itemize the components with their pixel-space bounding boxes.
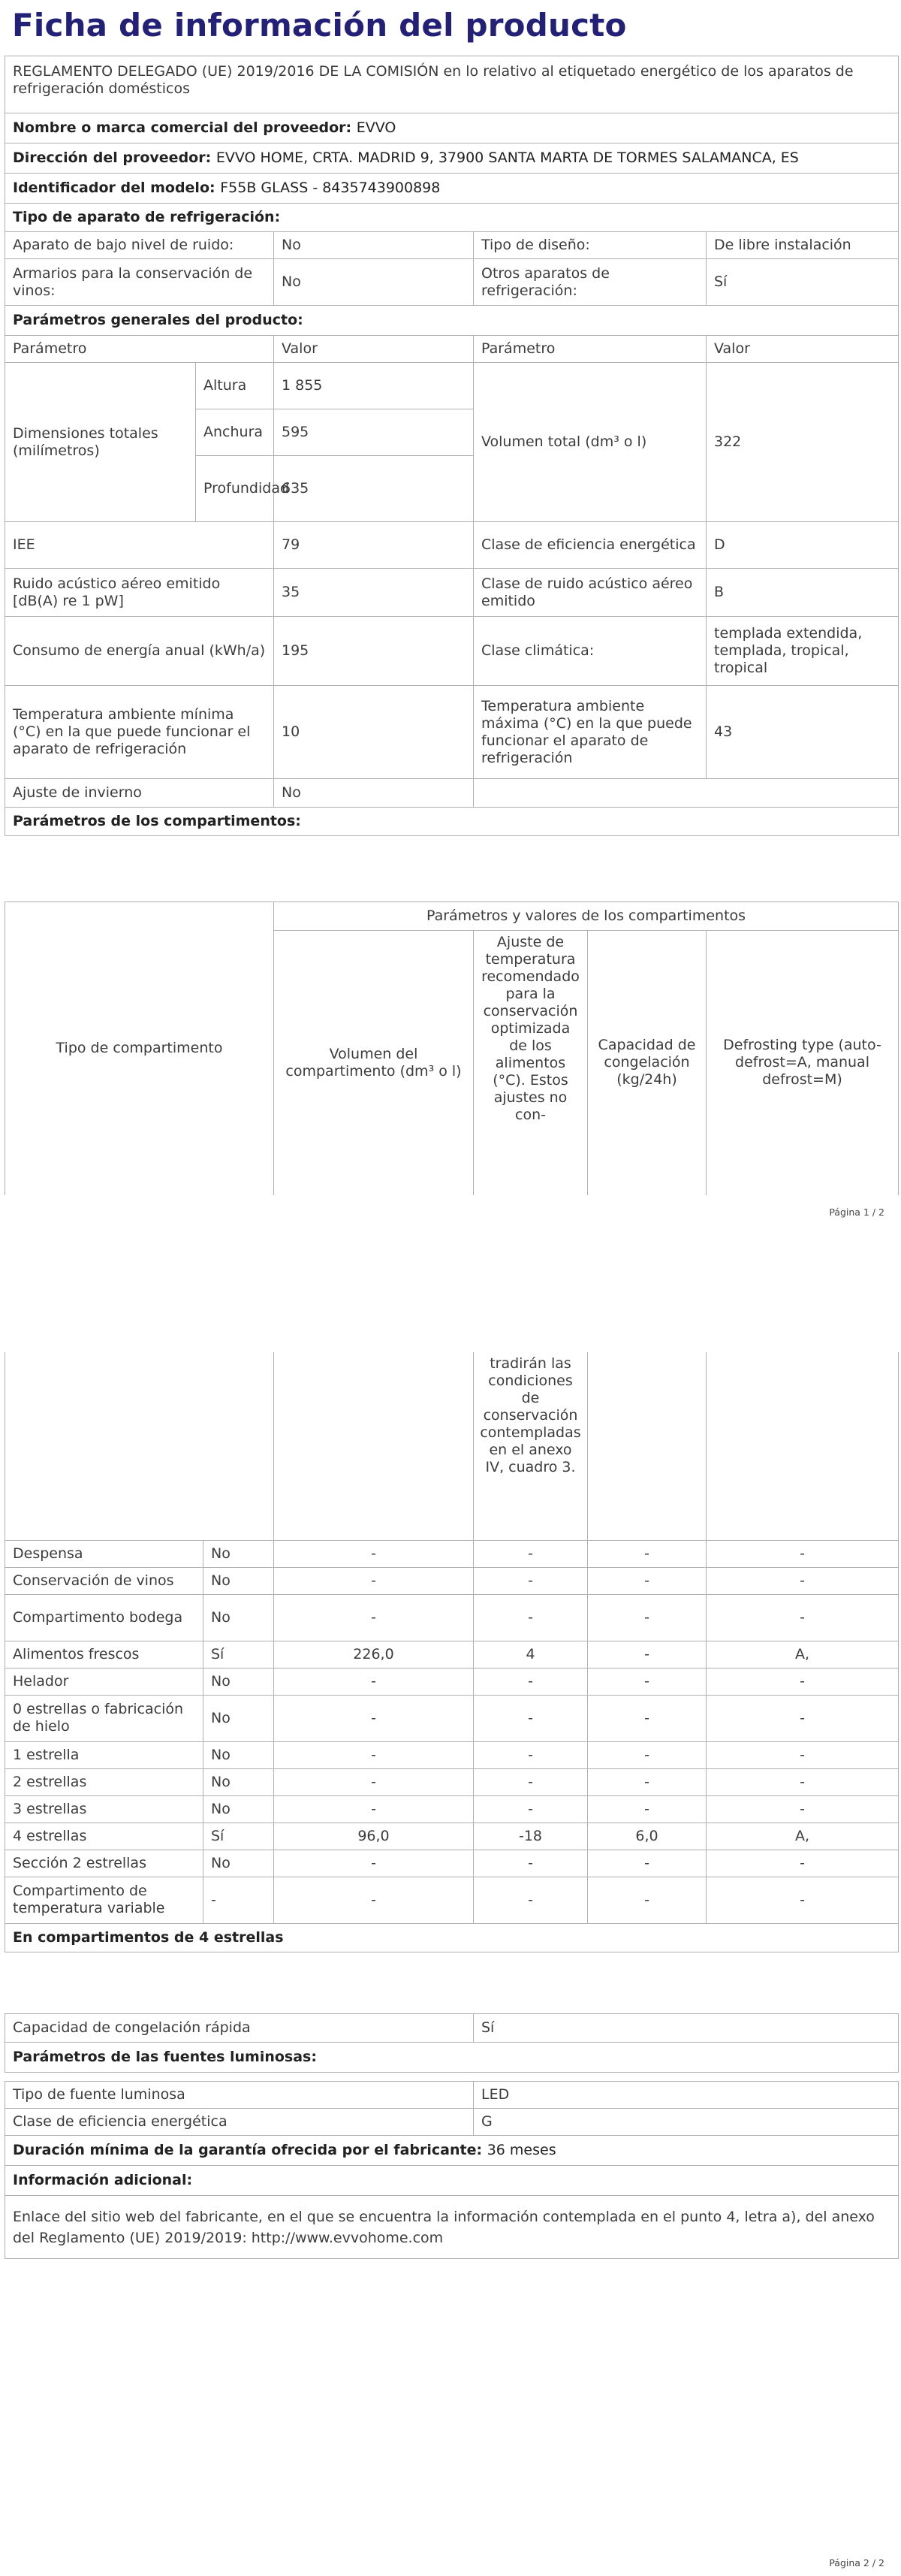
compartment-present: No <box>203 1540 274 1567</box>
compartment-defrost: - <box>707 1540 899 1567</box>
supplier-address-row <box>5 143 899 174</box>
dims-label: Dimensiones totales (milímetros) <box>5 363 196 522</box>
other-label: Otros aparatos de refrigeración: <box>474 259 707 306</box>
model-id-row <box>5 174 899 204</box>
energy-label: Consumo de energía anual (kWh/a) <box>5 617 274 686</box>
compartment-defrost: A, <box>707 1823 899 1850</box>
table-row <box>5 1695 899 1741</box>
col-volume: Volumen del compartimento (dm³ o l) <box>274 931 474 1195</box>
compartment-defrost: - <box>707 1567 899 1594</box>
header-table <box>5 56 899 232</box>
table-row <box>5 1877 899 1923</box>
eff-class-value: D <box>707 522 899 569</box>
model-id-value: F55B GLASS - 8435743900898 <box>220 180 441 196</box>
table-row <box>5 1823 899 1850</box>
table-row <box>5 1594 899 1641</box>
compartment-temp: -18 <box>474 1823 588 1850</box>
light-type-value: LED <box>474 2082 899 2109</box>
col-value-2: Valor <box>707 336 899 363</box>
page-2 <box>0 1262 901 2576</box>
page-number-2: Página 2 / 2 <box>829 2557 884 2568</box>
winter-label: Ajuste de invierno <box>5 779 274 808</box>
light-heading: Parámetros de las fuentes luminosas: <box>5 2043 899 2073</box>
light-type-label: Tipo de fuente luminosa <box>5 2082 474 2109</box>
page-1 <box>0 0 901 1262</box>
supplier-address-value: EVVO HOME, CRTA. MADRID 9, 37900 SANTA MARTA DE TORMES SALAMANCA, ES <box>215 149 799 166</box>
energy-value: 195 <box>274 617 474 686</box>
compartment-volume: - <box>274 1567 474 1594</box>
compartment-volume: 96,0 <box>274 1823 474 1850</box>
col-value: Valor <box>274 336 474 363</box>
compartment-volume: - <box>274 1540 474 1567</box>
compartment-name: Despensa <box>5 1540 203 1567</box>
compartment-volume: - <box>274 1741 474 1768</box>
compartment-defrost: - <box>707 1877 899 1923</box>
general-heading: Parámetros generales del producto: <box>5 306 899 336</box>
compartment-volume: 226,0 <box>274 1641 474 1668</box>
compartment-name: 3 estrellas <box>5 1795 203 1823</box>
eei-label: IEE <box>5 522 274 569</box>
compartment-name: Conservación de vinos <box>5 1567 203 1594</box>
compartment-freeze: - <box>588 1540 707 1567</box>
compartment-volume: - <box>274 1795 474 1823</box>
compartment-freeze: - <box>588 1594 707 1641</box>
compartments-header-table <box>5 901 899 1195</box>
appliance-type-table <box>5 231 899 336</box>
additional-heading: Información adicional: <box>5 2166 899 2196</box>
warranty-label: Duración mínima de la garantía ofrecida por el fabricante: <box>13 2142 483 2158</box>
compartment-present: - <box>203 1877 274 1923</box>
compartment-freeze: - <box>588 1768 707 1795</box>
additional-text: Enlace del sitio web del fabricante, en el que se encuentra la información contemplada en el punto 4, letra a), del anexo del Reglamento (UE) 2019/2019: http://www.evvohome.com <box>5 2196 899 2259</box>
compartment-freeze: 6,0 <box>588 1823 707 1850</box>
general-params-table <box>5 335 899 836</box>
table-row <box>5 1795 899 1823</box>
supplier-name-label: Nombre o marca comercial del proveedor: <box>13 119 352 136</box>
compartment-volume: - <box>274 1594 474 1641</box>
col-compartment-type: Tipo de compartimento <box>5 902 274 1195</box>
compartment-name: Helador <box>5 1668 203 1695</box>
fast-freeze-table <box>5 2013 899 2073</box>
col-param-2: Parámetro <box>474 336 707 363</box>
fast-freeze-value: Sí <box>474 2014 899 2043</box>
compartment-freeze: - <box>588 1850 707 1877</box>
compartment-defrost: - <box>707 1795 899 1823</box>
warranty-row <box>5 2136 899 2166</box>
table-row <box>5 1768 899 1795</box>
compartment-volume: - <box>274 1768 474 1795</box>
low-noise-value: No <box>274 232 474 259</box>
depth-value: 635 <box>274 456 474 522</box>
max-temp-label: Temperatura ambiente máxima (°C) en la que puede funcionar el aparato de refrigeración <box>474 686 707 779</box>
compartment-name: Alimentos frescos <box>5 1641 203 1668</box>
compartment-temp: - <box>474 1695 588 1741</box>
compartment-name: 2 estrellas <box>5 1768 203 1795</box>
table-row <box>5 1668 899 1695</box>
col-defrost: Defrosting type (auto-defrost=A, manual defrost=M) <box>707 931 899 1195</box>
volume-label: Volumen total (dm³ o l) <box>474 363 707 522</box>
min-temp-label: Temperatura ambiente mínima (°C) en la que puede funcionar el aparato de refrigeración <box>5 686 274 779</box>
compartment-defrost: - <box>707 1695 899 1741</box>
width-label: Anchura <box>196 409 274 456</box>
compartment-temp: - <box>474 1877 588 1923</box>
depth-label: Profundidad <box>196 456 274 522</box>
low-noise-label: Aparato de bajo nivel de ruido: <box>5 232 274 259</box>
compartment-temp: - <box>474 1850 588 1877</box>
compartment-present: No <box>203 1594 274 1641</box>
four-star-heading: En compartimentos de 4 estrellas <box>5 1923 899 1952</box>
col-freeze: Capacidad de congelación (kg/24h) <box>588 931 707 1195</box>
model-id-label: Identificador del modelo: <box>13 180 215 196</box>
table-row <box>5 1567 899 1594</box>
page-title: Ficha de información del producto <box>12 7 627 44</box>
supplier-name-value: EVVO <box>356 119 396 136</box>
compartment-temp: 4 <box>474 1641 588 1668</box>
compartment-freeze: - <box>588 1641 707 1668</box>
group-header: Parámetros y valores de los compartimentos <box>274 902 899 931</box>
compartment-present: No <box>203 1695 274 1741</box>
compartment-rows <box>5 1540 899 1923</box>
compartment-present: No <box>203 1567 274 1594</box>
compartment-name: Compartimento de temperatura variable <box>5 1877 203 1923</box>
design-label: Tipo de diseño: <box>474 232 707 259</box>
compartment-temp: - <box>474 1567 588 1594</box>
compartment-present: No <box>203 1741 274 1768</box>
height-label: Altura <box>196 363 274 409</box>
compartment-freeze: - <box>588 1741 707 1768</box>
compartment-name: Sección 2 estrellas <box>5 1850 203 1877</box>
compartment-present: No <box>203 1850 274 1877</box>
design-value: De libre instalación <box>707 232 899 259</box>
col-param: Parámetro <box>5 336 274 363</box>
height-value: 1 855 <box>274 363 474 409</box>
col-temp-part1: Ajuste de temperatura recomendado para la conservación optimizada de los alimentos (°C). Estos ajustes no con- <box>474 931 588 1195</box>
appliance-type-heading: Tipo de aparato de refrigeración: <box>5 204 899 232</box>
compartment-present: No <box>203 1668 274 1695</box>
compartment-defrost: A, <box>707 1641 899 1668</box>
compartment-volume: - <box>274 1695 474 1741</box>
table-row <box>5 1641 899 1668</box>
noise-class-label: Clase de ruido acústico aéreo emitido <box>474 569 707 617</box>
compartment-freeze: - <box>588 1695 707 1741</box>
compartment-defrost: - <box>707 1668 899 1695</box>
winter-value: No <box>274 779 474 808</box>
light-class-label: Clase de eficiencia energética <box>5 2109 474 2136</box>
compartment-temp: - <box>474 1795 588 1823</box>
wine-value: No <box>274 259 474 306</box>
wine-label: Armarios para la conservación de vinos: <box>5 259 274 306</box>
compartment-name: 0 estrellas o fabricación de hielo <box>5 1695 203 1741</box>
compartment-present: Sí <box>203 1641 274 1668</box>
compartment-freeze: - <box>588 1567 707 1594</box>
compartment-present: No <box>203 1768 274 1795</box>
compartment-volume: - <box>274 1877 474 1923</box>
compartments-table <box>5 1352 899 1952</box>
compartment-volume: - <box>274 1850 474 1877</box>
max-temp-value: 43 <box>707 686 899 779</box>
eff-class-label: Clase de eficiencia energética <box>474 522 707 569</box>
compartment-temp: - <box>474 1741 588 1768</box>
light-class-value: G <box>474 2109 899 2136</box>
supplier-name-row <box>5 113 899 143</box>
compartment-name: 4 estrellas <box>5 1823 203 1850</box>
other-value: Sí <box>707 259 899 306</box>
climate-value: templada extendida, templada, tropical, tropical <box>707 617 899 686</box>
compartment-defrost: - <box>707 1850 899 1877</box>
table-row <box>5 1540 899 1567</box>
compartment-freeze: - <box>588 1668 707 1695</box>
compartment-temp: - <box>474 1768 588 1795</box>
compartment-defrost: - <box>707 1768 899 1795</box>
volume-value: 322 <box>707 363 899 522</box>
col-temp-part2: tradirán las condiciones de conservación contempladas en el anexo IV, cuadro 3. <box>474 1352 588 1540</box>
compartment-temp: - <box>474 1540 588 1567</box>
light-table <box>5 2081 899 2259</box>
regulation-text: REGLAMENTO DELEGADO (UE) 2019/2016 DE LA COMISIÓN en lo relativo al etiquetado energético de los aparatos de refrigeración domésticos <box>5 56 899 113</box>
compartments-heading: Parámetros de los compartimentos: <box>5 808 899 836</box>
compartment-temp: - <box>474 1668 588 1695</box>
compartment-freeze: - <box>588 1795 707 1823</box>
compartment-temp: - <box>474 1594 588 1641</box>
compartment-present: Sí <box>203 1823 274 1850</box>
page-number-1: Página 1 / 2 <box>829 1206 884 1218</box>
compartment-present: No <box>203 1795 274 1823</box>
eei-value: 79 <box>274 522 474 569</box>
warranty-value: 36 meses <box>487 2142 556 2158</box>
compartment-defrost: - <box>707 1741 899 1768</box>
compartment-name: 1 estrella <box>5 1741 203 1768</box>
supplier-address-label: Dirección del proveedor: <box>13 149 212 166</box>
table-row <box>5 1741 899 1768</box>
compartment-volume: - <box>274 1668 474 1695</box>
min-temp-value: 10 <box>274 686 474 779</box>
compartment-defrost: - <box>707 1594 899 1641</box>
climate-label: Clase climática: <box>474 617 707 686</box>
noise-label: Ruido acústico aéreo emitido [dB(A) re 1 pW] <box>5 569 274 617</box>
width-value: 595 <box>274 409 474 456</box>
fast-freeze-label: Capacidad de congelación rápida <box>5 2014 474 2043</box>
noise-value: 35 <box>274 569 474 617</box>
compartment-name: Compartimento bodega <box>5 1594 203 1641</box>
table-row <box>5 1850 899 1877</box>
noise-class-value: B <box>707 569 899 617</box>
compartment-freeze: - <box>588 1877 707 1923</box>
